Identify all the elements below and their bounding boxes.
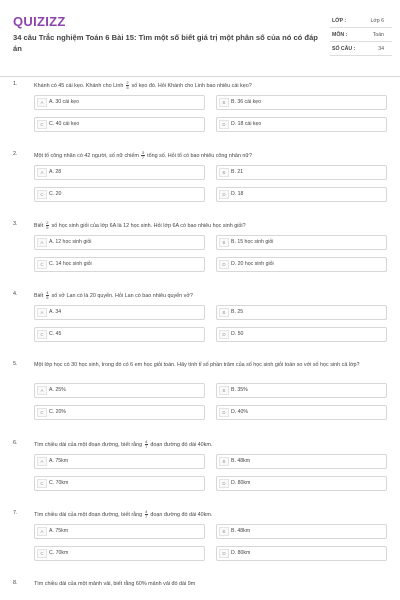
- answer-option-d[interactable]: [216, 257, 387, 272]
- question-text: [34, 221, 374, 231]
- option-letter-badge: D: [219, 330, 229, 339]
- question-text-post: số vở Lan có là 20 quyển. Hỏi Lan có bao nhiêu quyển vở?: [51, 292, 193, 299]
- answer-option-b[interactable]: [216, 524, 387, 539]
- option-text: B. 36 cái kẹo: [231, 99, 261, 105]
- fraction: [141, 151, 144, 160]
- option-text: A. 75km: [49, 528, 69, 534]
- question-text: [34, 510, 374, 520]
- question-text-pre: Tìm chiều dài của một đoạn đường, biết rằng: [34, 441, 143, 448]
- option-text: A. 25%: [49, 387, 66, 393]
- option-text: A. 12 học sinh giỏi: [49, 239, 92, 245]
- meta-count: [330, 42, 392, 56]
- answer-option-a[interactable]: [34, 95, 205, 110]
- fraction-numerator: 4: [145, 509, 148, 514]
- option-letter-badge: C: [37, 260, 47, 269]
- answer-option-d[interactable]: [216, 476, 387, 491]
- option-letter-badge: A: [37, 386, 47, 395]
- option-letter-badge: C: [37, 120, 47, 129]
- option-letter-badge: D: [219, 549, 229, 558]
- option-letter-badge: B: [219, 457, 229, 466]
- question-text-post: đoạn đường đó dài 40km.: [150, 441, 213, 448]
- option-letter-badge: B: [219, 527, 229, 536]
- option-text: D. 20 học sinh giỏi: [231, 261, 274, 267]
- option-text: A. 34: [49, 309, 62, 315]
- option-text: B. 48km: [231, 528, 251, 534]
- option-letter-badge: A: [37, 308, 47, 317]
- question-text: [34, 81, 374, 91]
- answer-option-b[interactable]: [216, 165, 387, 180]
- option-text: D. 40%: [231, 409, 249, 415]
- answer-option-c[interactable]: [34, 546, 205, 561]
- option-letter-badge: C: [37, 549, 47, 558]
- option-text: A. 28: [49, 169, 62, 175]
- option-text: D. 50: [231, 331, 244, 337]
- option-text: B. 15 học sinh giỏi: [231, 239, 274, 245]
- question-text-pre: Biết: [34, 222, 44, 229]
- option-letter-badge: B: [219, 238, 229, 247]
- option-letter-badge: A: [37, 98, 47, 107]
- answer-option-b[interactable]: [216, 454, 387, 469]
- question-text-post: số học sinh giỏi của lớp 6A là 12 học sinh. Hỏi lớp 6A có bao nhiêu học sinh giỏi?: [51, 222, 246, 229]
- answer-option-c[interactable]: [34, 187, 205, 202]
- question-text-pre: Một lớp học có 30 học sinh, trong đó có 6 em học giỏi toán. Hãy tính tỉ số phần trăm của số học sinh giỏi toán so với số học sinh cả lớp?: [34, 362, 360, 368]
- fraction-denominator: 7: [145, 444, 148, 449]
- answer-option-d[interactable]: [216, 117, 387, 132]
- answer-option-b[interactable]: [216, 305, 387, 320]
- fraction: [126, 81, 129, 90]
- option-letter-badge: D: [219, 479, 229, 488]
- option-text: B. 21: [231, 169, 244, 175]
- option-text: A. 75km: [49, 458, 69, 464]
- meta-panel: [330, 14, 392, 56]
- option-letter-badge: B: [219, 98, 229, 107]
- question-text-pre: Tìm chiều dài của một đoạn đường, biết rằng: [34, 511, 143, 518]
- option-text: C. 70km: [49, 550, 69, 556]
- header-divider: [0, 76, 400, 77]
- option-letter-badge: B: [219, 168, 229, 177]
- answer-option-c[interactable]: [34, 257, 205, 272]
- answer-option-d[interactable]: [216, 187, 387, 202]
- meta-subject-value: Toán: [372, 32, 384, 38]
- question-text: [34, 291, 374, 301]
- option-text: B. 35%: [231, 387, 248, 393]
- quizizz-logo: QUIZIZZ: [13, 14, 66, 29]
- fraction: [145, 440, 148, 449]
- question-number: 4.: [13, 291, 18, 297]
- question-text-pre: Tìm chiều dài của một mảnh vải, biết rằng 60% mảnh vải đó dài 9m: [34, 581, 196, 587]
- answer-option-c[interactable]: [34, 476, 205, 491]
- page-header: [0, 0, 400, 72]
- option-text: C. 45: [49, 331, 62, 337]
- option-letter-badge: C: [37, 408, 47, 417]
- meta-count-label: SỐ CÂU :: [332, 46, 356, 52]
- question-text-pre: Một tổ công nhân có 42 người, số nữ chiếm: [34, 152, 139, 159]
- question-text-post: tổng số. Hỏi tổ có bao nhiêu công nhân nữ?: [147, 152, 253, 159]
- question-number: 3.: [13, 221, 18, 227]
- question-text: [34, 580, 374, 589]
- option-text: B. 48km: [231, 458, 251, 464]
- option-letter-badge: A: [37, 457, 47, 466]
- option-text: D. 80km: [231, 550, 251, 556]
- option-letter-badge: D: [219, 190, 229, 199]
- answer-option-c[interactable]: [34, 327, 205, 342]
- fraction: [46, 221, 49, 230]
- option-text: A. 30 cái kẹo: [49, 99, 79, 105]
- option-letter-badge: D: [219, 408, 229, 417]
- question-text: [34, 361, 374, 370]
- question-number: 5.: [13, 361, 18, 367]
- answer-option-b[interactable]: [216, 383, 387, 398]
- question-text-pre: Khánh có 45 cái kẹo. Khánh cho Linh: [34, 82, 124, 89]
- fraction-numerator: 4: [46, 290, 49, 295]
- question-text: [34, 440, 374, 450]
- answer-option-b[interactable]: [216, 235, 387, 250]
- option-text: C. 20: [49, 191, 62, 197]
- fraction: [46, 291, 49, 300]
- meta-class: [330, 14, 392, 28]
- question-number: 1.: [13, 81, 18, 87]
- meta-subject: [330, 28, 392, 42]
- option-letter-badge: D: [219, 260, 229, 269]
- fraction-numerator: 4: [145, 439, 148, 444]
- option-text: B. 25: [231, 309, 244, 315]
- option-letter-badge: C: [37, 479, 47, 488]
- fraction-numerator: 2: [126, 80, 129, 85]
- answer-option-c[interactable]: [34, 117, 205, 132]
- answer-option-a[interactable]: [34, 524, 205, 539]
- option-letter-badge: A: [37, 168, 47, 177]
- answer-option-b[interactable]: [216, 95, 387, 110]
- answer-option-a[interactable]: [34, 305, 205, 320]
- option-letter-badge: A: [37, 527, 47, 536]
- question-text-post: đoạn đường đó dài 40km.: [150, 511, 213, 518]
- question-text-pre: Biết: [34, 292, 44, 299]
- fraction-numerator: 3: [141, 150, 145, 155]
- fraction-numerator: 2: [46, 220, 49, 225]
- question-text-post: số kẹo đó. Hỏi Khánh cho Linh bao nhiêu cái kẹo?: [131, 82, 252, 89]
- meta-class-label: LỚP :: [332, 18, 347, 24]
- option-text: C. 40 cái kẹo: [49, 121, 80, 127]
- option-letter-badge: D: [219, 120, 229, 129]
- option-letter-badge: B: [219, 386, 229, 395]
- answer-option-a[interactable]: [34, 383, 205, 398]
- answer-option-d[interactable]: [216, 405, 387, 420]
- option-text: D. 18 cái kẹo: [231, 121, 262, 127]
- question-number: 7.: [13, 510, 18, 516]
- meta-count-value: 34: [378, 46, 384, 52]
- answer-option-a[interactable]: [34, 454, 205, 469]
- question-number: 8.: [13, 580, 18, 586]
- option-letter-badge: C: [37, 190, 47, 199]
- answer-option-d[interactable]: [216, 327, 387, 342]
- meta-class-value: Lớp 6: [370, 18, 384, 24]
- fraction-denominator: 5: [46, 225, 49, 230]
- question-number: 6.: [13, 440, 18, 446]
- fraction-denominator: 5: [46, 295, 49, 300]
- document-title: 34 câu Trắc nghiệm Toán 6 Bài 15: Tìm một số biết giá trị một phân số của nó có đáp án: [13, 33, 318, 53]
- option-text: C. 20%: [49, 409, 67, 415]
- option-text: D. 80km: [231, 480, 251, 486]
- option-letter-badge: A: [37, 238, 47, 247]
- option-text: D. 18: [231, 191, 244, 197]
- answer-option-c[interactable]: [34, 405, 205, 420]
- option-letter-badge: C: [37, 330, 47, 339]
- option-text: C. 14 học sinh giỏi: [49, 261, 92, 267]
- answer-option-a[interactable]: [34, 165, 205, 180]
- fraction-denominator: 7: [145, 514, 148, 519]
- answer-option-d[interactable]: [216, 546, 387, 561]
- meta-subject-label: MÔN :: [332, 32, 348, 38]
- fraction: [145, 510, 148, 519]
- question-text: [34, 151, 374, 161]
- fraction-denominator: 5: [126, 85, 129, 90]
- fraction-denominator: 7: [141, 155, 145, 160]
- option-text: C. 70km: [49, 480, 69, 486]
- option-letter-badge: B: [219, 308, 229, 317]
- answer-option-a[interactable]: [34, 235, 205, 250]
- question-number: 2.: [13, 151, 18, 157]
